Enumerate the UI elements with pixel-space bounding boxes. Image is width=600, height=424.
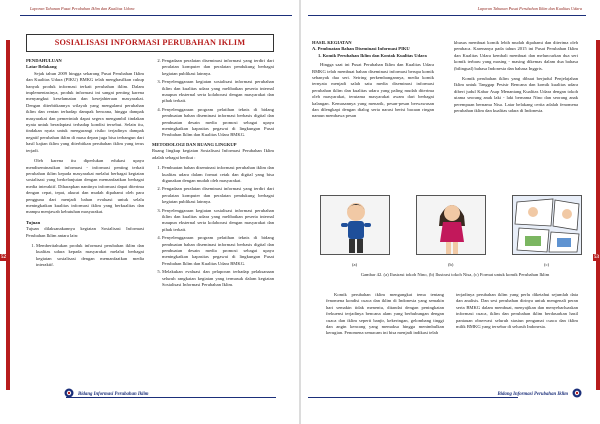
list-item: 4. Penyelenggaraan program pelatihan teknis di bidang pembuatan bahan diseminasi informasi berbasis digital dan pembuatan desain media promosi sebagai upaya meningkatkan kapasitas pegawai di lingkungan Pusat Perubahan Iklim dan Kualitas Udara BMKG. [162,107,274,139]
goals-list-continued [152,58,274,139]
character-nisa-image [417,196,486,255]
left-page [1,0,296,424]
page-gutter [299,0,301,424]
list-item: 1. Pembuatan bahan diseminasi informasi perubahan iklim dan kualitas udara dalam format cetak dan digital yang bisa digunakan dengan mudah oleh masyarakat. [162,165,274,184]
paragraph: Tujuan dilaksanakannya kegiatan Sosialisasi Informasi Perubahan Iklim antara lain: [26,226,144,238]
paragraph: Komik perubahan iklim mengangkat tema tentang fenomena kondisi cuaca dan iklim di Indonesia yang semakin hari semakin tidak menentu, ditandai dengan peningkatan frekuensi terjadinya bencana alam yang berhubungan dengan cuaca dan iklim seperti banjir, kekeringan, gelombang tinggi dan angin kencang yang memaksa hingga menimbulkan kerugian. Fenomena semacam ini bisa menjadi indikasi telah [326,292,444,336]
running-head: Laporan Tahunan Pusat Perubahan Iklim dan Kualitas Udara [30,6,135,11]
paragraph: Hingga saat ini Pusat Perubahan Iklim dan Kualitas Udara BMKG telah membuat bahan diseminasi informasi berupa komik sebanyak dua seri. Seiring perkembangannya, media komik ternyata menjadi salah satu media diseminasi informasi perubahan iklim dan kualitas udara yang paling mudah diterima oleh masyarakat, terutama masyarakat awam dari berbagai kalangan. Kemasannya yang menarik, pesan-pesan berwawasan dan dilengkapi dengan dialog serta narasi berisi bacaan ringan namun membawa pesan [312,62,434,119]
right-column-2 [454,40,578,118]
comic-format-image [513,196,582,255]
footer-rule [308,397,518,398]
figure-label-c: (c) [544,262,550,267]
section-heading: METODOLOGI DAN RUANG LINGKUP [152,141,237,147]
list-item: 5. Melakukan evaluasi dan pelaporan terhadap pelaksanaan seluruh rangkaian kegiatan yang termasuk dalam kegiatan Sosialisasi Informasi Perubahan Iklim. [162,269,274,288]
footer-text: Bidang Informasi Perubahan Iklim [78,392,149,397]
right-column-4 [456,292,578,334]
figure-label-b: (b) [448,262,454,267]
header-rule [20,15,292,16]
sub-heading: 1. Komik Perubahan Iklim dan Kontak Kualitas Udara [318,52,427,58]
list-item: 2. Pengadaan peralatan diseminasi informasi yang terdiri dari peralatan komputer dan peralatan pendukung berbagai kegiatan publikasi lainnya. [162,186,274,205]
right-column-1 [312,40,434,124]
comic-figure [320,195,582,257]
paragraph: Oleh karena itu diperlukan edukasi upaya mendiseminasikan informasi - informasi penting terkait perubahan iklim kepada masyarakat melalui berbagai kegiatan sosialisasi yang berkelanjutan dengan memanfaatkan berbagai media interaktif. Diharapkan nantinya informasi dapat diterima dengan cepat, tepat, akurat dan mudah dipahami oleh para pengguna dari menjadi bahan evaluasi untuk selalu meningkatkan kualitas informasi iklim yang berkualitas dan mampu menjawab kebutuhan masyarakat. [26,158,144,215]
left-column-2 [152,58,274,290]
list-item: 1. Memberitahukan produk informasi perubahan iklim dan kualitas udara kepada masyarakat melalui berbagai kegiatan sosialisasi dengan memanfaatkan media interaktif. [36,243,144,269]
paragraph: Sejak tahun 2009 hingga sekarang Pusat Perubahan Iklim dan Kualitas Udara (PIKU) BMKG telah menghasilkan cukup banyak produk informasi terkait perubahan iklim. Dalam implementasinya, produk informasi ini sangat penting karena menyangkut keselamatan dan kesejahteraan masyarakat. Dengan diterbitkannya wilayah yang mengalami perubahan iklim dan rentan terhadap dampak bencana, hingga dampak masyarakat dan pemerintah dapat segera mengambil tindakan nyata untuk beradaptasi terhadap kondisi tersebut. Selain itu, tindakan nyata untuk mengurangi risiko terjadinya dampak negatif perubahan iklim di masa depan juga bisa terbangun dari hasil kajian iklim yang diterbitkan perubahan iklim yang terus terjadi. [26,70,144,153]
character-nino-image [321,196,390,255]
figure-label-a: (a) [352,262,358,267]
running-head: Laporan Tahunan Pusat Perubahan Iklim dan Kualitas Udara [477,6,582,11]
list-item: 3. Penyelenggaraan kegiatan sosialisasi informasi perubahan iklim dan kualitas udara yang melibatkan peserta internal maupun eksternal serta kolaborasi dengan masyarakat dan pihak terkait. [162,208,274,234]
figure-caption: Gambar 42. (a) Ilustrasi tokoh Nino, (b) Ilustrasi tokoh Nisa, (c) Format untuk komik Perubahan Iklim [360,272,550,277]
header-rule [308,15,586,16]
list-item: 3. Penyelenggaraan kegiatan sosialisasi informasi perubahan iklim dan kualitas udara yang melibatkan peserta internal maupun eksternal serta kolaborasi dengan masyarakat dan pihak terkait. [162,79,274,105]
sub-heading: A. Pembuatan Bahan Diseminasi Informasi PIKU [312,46,410,52]
section-heading: HASIL KEGIATAN [312,40,352,45]
section-title-box [26,34,274,52]
left-column-1 [26,58,144,271]
page-number: 52 [1,255,6,260]
paragraph: Komik perubahan iklim yang dibuat berjudul Penjelajahan Iklim untuk Tanggap Pesisir Bencana dan komik kualitas udara diberi judul Kabar Asap Menantang Kualitas Udara dengan tokoh utama seorang anak laki - laki bernama Nino dan seorang anak perempuan bernama Nisa. Latar belakang cerita adalah fenomena perubahan iklim dan kualitas udara di Indonesia. [454,76,578,114]
side-bar [596,40,600,390]
right-page [304,0,599,424]
side-bar [6,40,10,390]
comic-illustration-nisa [416,195,486,255]
right-column-3 [326,292,444,341]
list-item: 2. Pengadaan peralatan diseminasi informasi yang terdiri dari peralatan komputer dan peralatan pendukung berbagai kegiatan publikasi lainnya. [162,58,274,77]
bmkg-logo-icon [572,388,582,398]
paragraph: Ruang lingkup kegiatan Sosialisasi Informasi Perubahan Iklim adalah sebagai berikut : [152,148,274,160]
section-heading: PENDAHULUAN [26,58,62,63]
paragraph: khusus membuat komik lebih mudah dipahami dan diterima oleh pembaca. Karenanya pada tahun 2015 ini Pusat Perubahan Iklim dan Kualitas Udara kembali membuat dan meluncurkan dua seri komik terbaru yang masing - masing dikemas dalam dua bahasa (bilingual) bahasa Indonesia dan bahasa Inggris. [454,40,578,71]
comic-illustration-format [512,195,582,255]
page-number: 53 [594,255,599,260]
goals-list [26,243,144,269]
footer-text: Bidang Informasi Perubahan Iklim [497,392,568,397]
list-item: 4. Penyelenggaraan program pelatihan teknis di bidang pembuatan bahan diseminasi informasi berbasis digital dan pembuatan desain media promosi sebagai upaya meningkatkan kapasitas pegawai di lingkungan Pusat Perubahan Iklim dan Kualitas Udara BMKG. [162,235,274,267]
paragraph: terjadinya perubahan iklim yang perlu diketahui sejumlah data dan analisis. Dan sesi perubahan dirinya untuk mengenali peran serta BMKG dalam membuat, menyajikan dan menyebarluaskan informasi cuaca, iklim dan perubahan iklim berdasarkan hasil pantauan observasi seluruh stasiun pengamat cuaca dan iklim milik BMKG yang tersebar di seluruh Indonesia. [456,292,578,330]
footer-rule [66,397,276,398]
comic-illustration-nino [320,195,390,255]
sub-heading: Tujuan [26,219,41,225]
section-title: SOSIALISASI INFORMASI PERUBAHAN IKLIM [54,38,246,47]
sub-heading: Latar Belakang [26,64,57,70]
bmkg-logo-icon [64,388,74,398]
scope-list [152,165,274,288]
